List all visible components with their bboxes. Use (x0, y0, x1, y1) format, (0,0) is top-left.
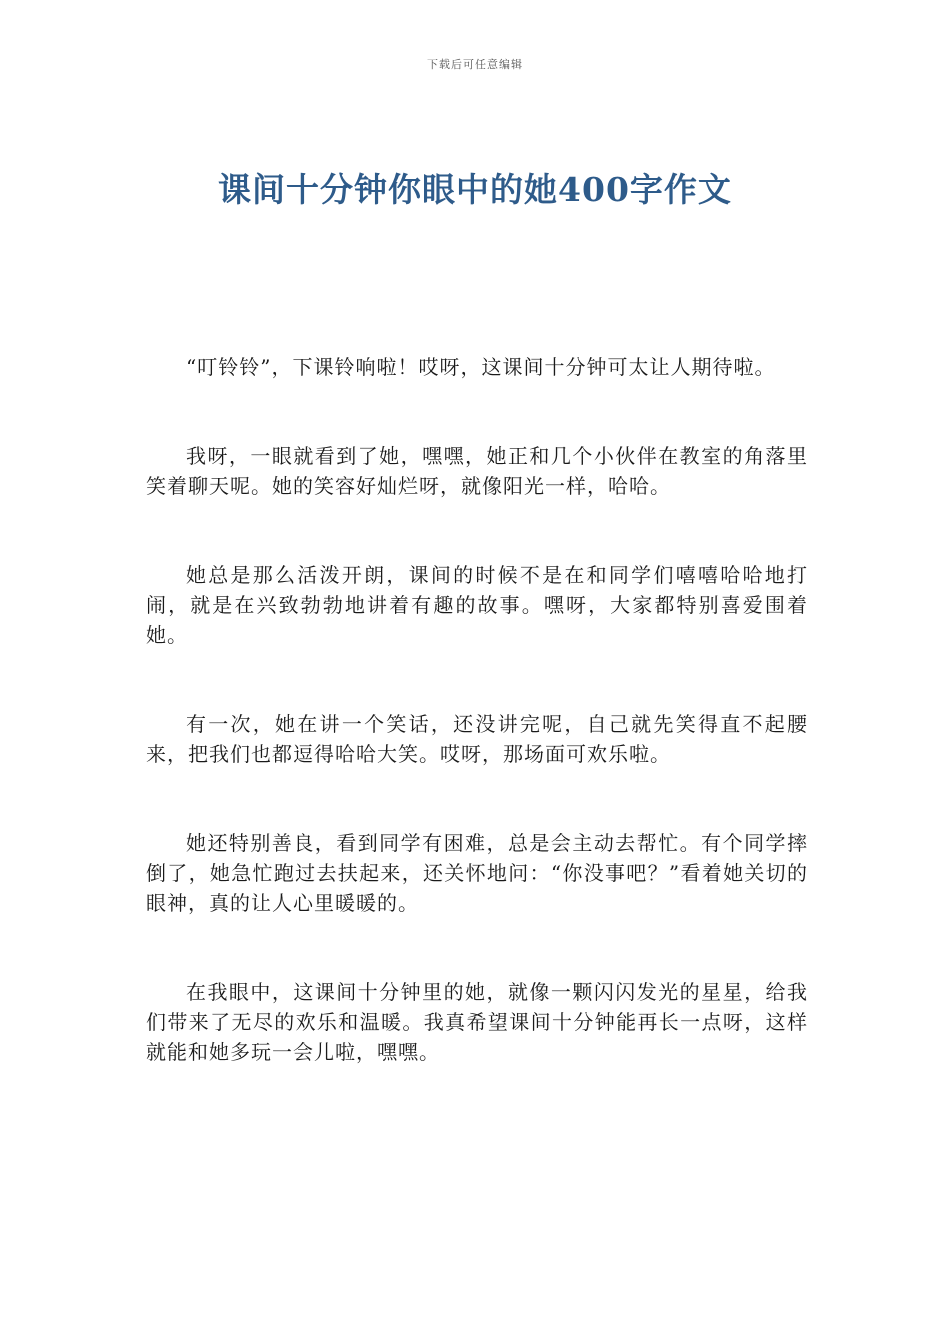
paragraph-2: 我呀，一眼就看到了她，嘿嘿，她正和几个小伙伴在教室的角落里笑着聊天呢。她的笑容好灿烂呀，就像阳光一样，哈哈。 (146, 444, 808, 498)
paragraph-5: 她还特别善良，看到同学有困难，总是会主动去帮忙。有个同学摔倒了，她急忙跑过去扶起来，还关怀地问：“你没事吧？”看着她关切的眼神，真的让人心里暖暖的。 (146, 831, 808, 915)
page-title: 课间十分钟你眼中的她400字作文 (218, 170, 732, 209)
paragraph-3: 她总是那么活泼开朗，课间的时候不是在和同学们嘻嘻哈哈地打闹，就是在兴致勃勃地讲着有趣的故事。嘿呀，大家都特别喜爱围着她。 (146, 563, 808, 647)
paragraph-6: 在我眼中，这课间十分钟里的她，就像一颗闪闪发光的星星，给我们带来了无尽的欢乐和温暖。我真希望课间十分钟能再长一点呀，这样就能和她多玩一会儿啦，嘿嘿。 (146, 980, 808, 1064)
header-note: 下载后可任意编辑 (427, 58, 523, 71)
essay-body (146, 352, 808, 1067)
paragraph-4: 有一次，她在讲一个笑话，还没讲完呢，自己就先笑得直不起腰来，把我们也都逗得哈哈大笑。哎呀，那场面可欢乐啦。 (146, 712, 808, 766)
paragraph-1: “叮铃铃”，下课铃响啦！哎呀，这课间十分钟可太让人期待啦。 (186, 355, 776, 379)
